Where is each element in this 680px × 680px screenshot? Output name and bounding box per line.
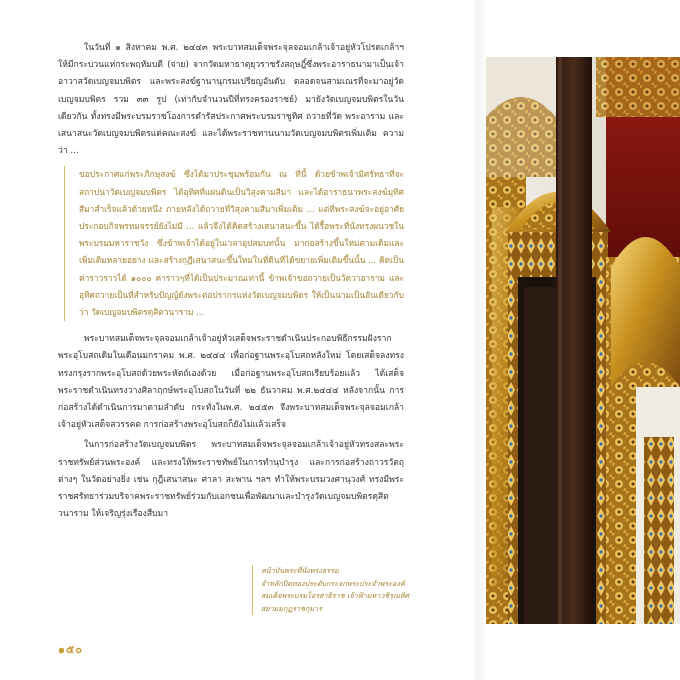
page-number: ๑๕๐ bbox=[58, 643, 84, 656]
photo-caption bbox=[252, 565, 487, 615]
body-paragraph-1: ในวันที่ ๑ สิงหาคม พ.ศ. ๒๔๔๓ พระบาทสมเด็จพระจุลจอมเกล้าเจ้าอยู่หัวโปรดเกล้าฯ ให้มีกระบวนแห่กระพฤหัมบดี (จ่าย) จากวัดมหาธาตุยุวราชรังสฤษฎิ์ซึ่งพระอาราธนามาเป็นเจ้าอาวาสวัดเบญจมบพิตร และพระสงฆ์ฐานานุกรมเปรียญอันดับ ตลอดจนสามเณรที่จะมาอยู่วัดเบญจมบพิตร รวม ๓๓ รูป (เท่ากับจำนวนปีที่ทรงครองราชย์) มายังวัดเบญจมบพิตรในวันเดียวกัน ทั้งทรงมีพระบรมราชโองการดำรัสประกาศพระบรมราชูทิศ ถวายที่วัด พระอาราม และเสนาสนะวัดเบญจมบพิตรแด่คณะสงฆ์ และได้พระราชทานนามวัดเบญจมบพิตรเพิ่มเติม ความว่า ... bbox=[58, 43, 404, 157]
temple-window-photo bbox=[486, 57, 680, 624]
caption-line-3: สมเด็จพระบรมโอรสาธิราช เจ้าฟ้ามหาวชิรุณหิศ bbox=[261, 591, 410, 601]
body-text-column bbox=[58, 40, 404, 526]
caption-line-1: หน้าบันพระที่นั่งทรงธรรม bbox=[261, 566, 339, 575]
body-paragraph-2: พระบาทสมเด็จพระจุลจอมเกล้าเจ้าอยู่หัวเสด็จพระราชดำเนินประกอบพิธีกรรมฝังราก พระอุโบสถเดิมในเดือนมกราคม พ.ศ. ๒๔๔๔ เพื่อก่อฐานพระอุโบสถหลังใหม่ โดยเสด็จลงทรงทรงกรุงรากพระอุโบสถด้วยพระหัตถ์เองด้วย เมื่อก่อฐานพระอุโบสถเรียบร้อยแล้ว ได้เสด็จพระราชดำเนินทรงวางศิลาฤกษ์พระอุโบสถในวันที่ ๒๒ ธันวาคม พ.ศ.๒๔๔๔ หลังจากนั้น การก่อสร้างได้ดำเนินการมาตามลำดับ กระทั่งในพ.ศ. ๒๔๕๓ จึงพระบาทสมเด็จพระจุลจอมเกล้าเจ้าอยู่หัวเสด็จสวรรคต การก่อสร้างพระอุโบสถก็ยังไม่แล้วเสร็จ bbox=[58, 334, 404, 431]
page-gutter bbox=[475, 0, 485, 680]
caption-line-2: จำหลักปิดทองประดับกระจกพระประจำพระองค์ bbox=[261, 578, 405, 588]
caption-line-4: สยามมกุฎราชกุมาร bbox=[261, 603, 323, 613]
body-paragraph-3: ในการก่อสร้างวัดเบญจมบพิตร พระบาทสมเด็จพระจุลจอมเกล้าเจ้าอยู่หัวทรงสละพระราชทรัพย์ส่วนพระองค์ และทรงให้พระราชทัพย์ในการทำนุบำรุง และการก่อสร้างถาวรวัตถุต่างๆ ในวัดอย่างยิ่ง เช่น กุฎีเสนาสนะ ศาลา สะพาน ฯลฯ ทำให้พระบรมวงศานุวงศ์ ทรงมีพระราชศรัทธาร่วมบริจาคพระราชทรัพย์ร่วมกับเอกชนเพื่อพัฒนาและบำรุงวัดเบญจมบพิตรดุสิตวนาราม ให้เจริญรุ่งเรืองสืบมา bbox=[58, 440, 404, 520]
royal-proclamation-quote: ขอประกาศแก่พระภิกษุสงฆ์ ซึ่งได้มาประชุมพร้อมกัน ณ ที่นี้ ด้วยข้าพเจ้ามีศรัทธาที่จะสถาปนาวัดเบญจมบพิตร ได้อุทิศที่แผ่นดินเป็นวิสุงคามสีมา และได้อาราธนาพระสงฆ์มุทิศสีมาสำเร็จแล้วด้วยหนึ่ง ภายหลังได้ถวายที่วิสุงคามสีมาเพิ่มเติม ... แต่ที่พระสงฆ์จะอยู่อาศัยประกอบกิจพรหมจรรย์ยังไม่มี ... แล้วจึงได้คิดสร้างเสนาสนะขึ้น ได้รื้อพระที่นั่งทรงผนวชในพระบรมมหาราชวัง ซึ่งข้าพเจ้าได้อยู่ในเวลาอุปสมบทนั้น มาก่อสร้างขึ้นใหม่ตามเดิมและเพิ่มเติมหลายอย่าง และสร้างกุฎีเสนาสนะขึ้นใหม่ในที่ดินที่ได้ขยายเพิ่มเติมขึ้นนั้น ... คิดเป็นค่าราวราวได้ ๑๐๐๐ ค่าราวๆที่ได้เป็นประมาณเท่านี้ ข้าพเจ้าขอถวายเป็นวัดวาอาราม และอุทิศถวายเป็นที่สำหรับปัญญ์ยังพระต่อปรากรแห่งวัดเบญจมบพิตร ให้เป็นนามเป็นอันเดียวกับว่า วัดเบญจมบพิตรดุสิตวนาราม ... bbox=[64, 166, 404, 321]
